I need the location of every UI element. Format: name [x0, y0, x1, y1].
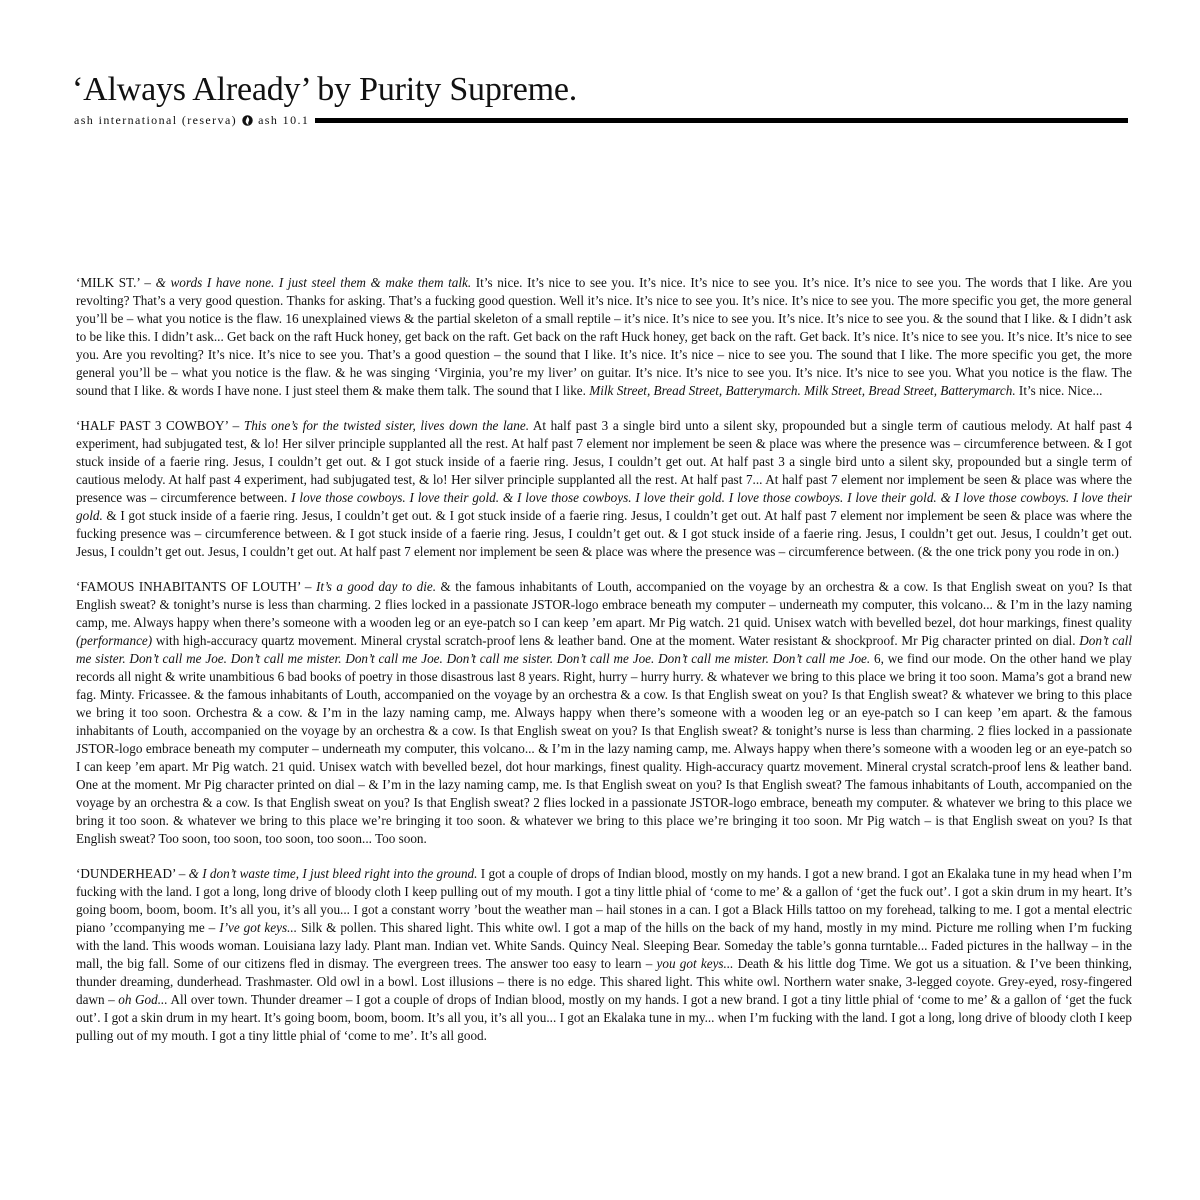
- catalog-number: ash 10.1: [258, 112, 310, 127]
- italic-lyric-run: This one’s for the twisted sister, lives down the lane.: [243, 418, 530, 433]
- track-paragraph-dunderhead: [76, 865, 1132, 1045]
- italic-lyric-run: I love those cowboys. I love their gold. & I love those cowboys. I love their gold. I love those cowboys. I love their gold. & I love those cowboys. I love their gold.: [76, 490, 1132, 523]
- track-paragraph-famous-inhabitants-of-louth: [76, 578, 1132, 848]
- italic-lyric-run: & words I have none. I just steel them & make them talk.: [155, 275, 472, 290]
- lyric-run: I got a couple of drops of Indian blood, mostly on my hands. I got a new brand. I got an Ekalaka tune in my head when I’m fucking with the land. I got a long, long drive of bloody cloth I keep pulling out of my mouth. I got a tiny little phial of ‘come to me’ & a gallon of ‘get the fuck out’. I got a skin drum in my heart. It’s going boom, boom, boom. It’s all you, it’s all you... I got a constant worry ’bout the weather man – hail stones in a can. I got a Black Hills tattoo on my forehead, talking to me. I got a mental electric piano ’ccompanying me –: [76, 866, 1132, 935]
- italic-lyric-run: It’s a good day to die.: [316, 579, 437, 594]
- lyric-run: All over town. Thunder dreamer – I got a couple of drops of Indian blood, mostly on my hands. I got a new brand. I got a tiny little phial of ‘come to me’ & a gallon of ‘get the fuck out’. I got a skin drum in my heart. It’s going boom, boom, boom. It’s all you, it’s all you... I got an Ekalaka tune in my... when I’m fucking with the land. I got a long, long drive of bloody cloth I keep pulling out of my mouth. I got a tiny little phial of ‘come to me’. It’s all good.: [76, 992, 1132, 1043]
- track-paragraph-milk-st: [76, 274, 1132, 400]
- lyric-run: 6, we find our mode. On the other hand we play records all night & write unambitious 6 bad books of poetry in those disastrous last 8 years. Right, hurry – hurry hurry. & whatever we bring to this place we bring it too soon. Mama’s got a brand new fag. Minty. Fricassee. & the famous inhabitants of Louth, accompanied on the voyage by an orchestra & a cow. Is that English sweat on you? Is that English sweat? & whatever we bring to this place we bring it too soon. Orchestra & a cow. & I’m in the lazy naming camp, me. Always happy when there’s someone with a wooden leg or an eye-patch so I can keep ’em apart. & the famous inhabitants of Louth, accompanied on the voyage by an orchestra & a cow. Is that English sweat on you? Is that English sweat? & tonight’s nurse is less than charming. 2 flies locked in a passionate JSTOR-logo embrace beneath my computer – underneath my computer, this volcano... & I’m in the lazy naming camp, me. Always happy when there’s someone with a wooden leg or an eye-patch so I can keep ’em apart. Mr Pig watch. 21 quid. Unisex watch with bevelled bezel, dot hour markings, finest quality. High-accuracy quartz movement. Mineral crystal scratch-proof lens & leather band. One at the moment. Mr Pig character printed on dial – & I’m in the lazy naming camp, me. Is that English sweat on you? Is that English sweat? The famous inhabitants of Louth, accompanied on the voyage by an orchestra & a cow. Is that English sweat on you? Is that English sweat? 2 flies locked in a passionate JSTOR-logo embrace, beneath my computer. & whatever we bring to this place we bring it too soon. & whatever we bring to this place we’re bringing it too soon. & whatever we bring to this place we’re bringing it too soon. Mr Pig watch – is that English sweat on you? Is that English sweat? Too soon, too soon, too soon, too soon... Too soon.: [76, 651, 1132, 846]
- italic-lyric-run: you got keys...: [656, 956, 734, 971]
- lyric-run: & I got stuck inside of a faerie ring. Jesus, I couldn’t get out. & I got stuck inside of a faerie ring. Jesus, I couldn’t get out. At half past 7 element nor implement be seen & place was where the fucking presence was – circumference between. & I got stuck inside of a faerie ring. Jesus, I couldn’t get out. & I got stuck inside of a faerie ring. Jesus, I couldn’t get out. Jesus, I couldn’t get out. Jesus, I couldn’t get out. Jesus, I couldn’t get out. At half past 7 element nor implement be seen & place was where the presence was – circumference between. (& the one trick pony you rode in on.): [76, 508, 1132, 559]
- italic-lyric-run: (performance): [76, 633, 153, 648]
- italic-lyric-run: oh God...: [118, 992, 168, 1007]
- lyric-run: Silk & pollen. This shared light. This white owl. I got a map of the hills on the back of my hand, mostly in my mind. Picture me rolling when I’m fucking with the land. This woods woman. Louisiana lazy lady. Plant man. Indian vet. White Sands. Quincy Neal. Sleeping Bear. Someday the table’s gonna turntable... Faded pictures in the hallway – in the mall, the big fall. Some of our citizens fled in dismay. The evergreen trees. The answer too easy to learn –: [76, 920, 1132, 971]
- lyric-run: It’s nice. It’s nice to see you. It’s nice. It’s nice to see you. It’s nice. It’s nice to see you. The words that I like. Are you revolting? That’s a very good question. Thanks for asking. That’s a fucking good question. Well it’s nice. It’s nice to see you. It’s nice. It’s nice to see you. The more specific you get, the more general you’ll be – what you notice is the flaw. 16 unexplained views & the partial skeleton of a small reptile – it’s nice. It’s nice to see you. It’s nice. It’s nice to see you. & the sound that I like. & I didn’t ask to be like this. I didn’t ask... Get back on the raft Huck honey, get back on the raft. Get back on the raft Huck honey, get back on the raft. Get back. It’s nice. It’s nice to see you. It’s nice. It’s nice to see you. Are you revolting? It’s nice. It’s nice to see you. That’s a good question – the sound that I like. It’s nice. It’s nice – nice to see you. The sound that I like. The more specific you get, the more general you’ll be – what you notice is the flaw. & he was singing ‘Virginia, you’re my liver’ on guitar. It’s nice. It’s nice to see you. It’s nice. It’s nice to see you. What you notice is the flaw. The sound that I like. & words I have none. I just steel them & make them talk. The sound that I like.: [76, 275, 1132, 398]
- italic-lyric-run: Milk Street, Bread Street, Batterymarch. Milk Street, Bread Street, Batterymarch.: [589, 383, 1016, 398]
- lyric-run: ‘FAMOUS INHABITANTS OF LOUTH’ –: [76, 579, 316, 594]
- ash-international-logo-icon: [242, 115, 253, 126]
- italic-lyric-run: I’ve got keys...: [219, 920, 298, 935]
- track-paragraph-half-past-3-cowboy: [76, 417, 1132, 561]
- lyric-run: with high-accuracy quartz movement. Mineral crystal scratch-proof lens & leather band. One at the moment. Water resistant & shockproof. Mr Pig character printed on dial.: [152, 633, 1080, 648]
- label-row: [74, 110, 1128, 130]
- lyric-run: At half past 3 a single bird unto a silent sky, propounded but a single term of cautious melody. At half past 4 experiment, had subjugated test, & lo! Her silver principle supplanted all the rest. At half past 7 element nor implement be seen & place was where the presence was – circumference between. & I got stuck inside of a faerie ring. Jesus, I couldn’t get out. & I got stuck inside of a faerie ring. Jesus, I couldn’t get out. At half past 3 a single bird unto a silent sky, propounded but a single term of cautious melody. At half past 4 experiment, had subjugated test, & lo! Her silver principle supplanted all the rest. At half past 7... At half past 7 element nor implement be seen & place was where the presence was – circumference between.: [76, 418, 1132, 505]
- lyric-run: ‘MILK ST.’ –: [76, 275, 156, 290]
- header-rule: [315, 118, 1128, 123]
- lyric-run: & the famous inhabitants of Louth, accompanied on the voyage by an orchestra & a cow. Is that English sweat on you? Is that English sweat? & tonight’s nurse is less than charming. 2 flies locked in a passionate JSTOR-logo embrace beneath my computer – underneath my computer, this volcano... & I’m in the lazy naming camp, me. Always happy when there’s someone with a wooden leg or an eye-patch so I can keep ’em apart. Mr Pig watch. 21 quid. Unisex watch with bevelled bezel, dot hour markings, finest quality: [76, 579, 1132, 630]
- label-name: ash international (reserva): [74, 112, 238, 127]
- italic-lyric-run: & I don’t waste time, I just bleed right into the ground.: [188, 866, 478, 881]
- page-title: ‘Always Already’ by Purity Supreme.: [72, 71, 578, 108]
- lyric-run: ‘HALF PAST 3 COWBOY’ –: [76, 418, 244, 433]
- lyric-run: ‘DUNDERHEAD’ –: [76, 866, 189, 881]
- italic-lyric-run: Don’t call me sister. Don’t call me Joe. Don’t call me mister. Don’t call me Joe. Don’t call me sister. Don’t call me Joe. Don’t call me mister. Don’t call me Joe.: [76, 633, 1132, 666]
- lyric-run: Death & his little dog Time. We got us a situation. & I’ve been thinking, thunder dreaming, dunderhead. Trashmaster. Old owl in a bowl. Lost illusions – there is no edge. This shared light. This white owl. Northern water snake, 3-legged coyote. Grey-eyed, rosy-fingered dawn –: [76, 956, 1132, 1007]
- liner-notes: [76, 274, 1132, 1045]
- lyric-run: It’s nice. Nice...: [1015, 383, 1103, 398]
